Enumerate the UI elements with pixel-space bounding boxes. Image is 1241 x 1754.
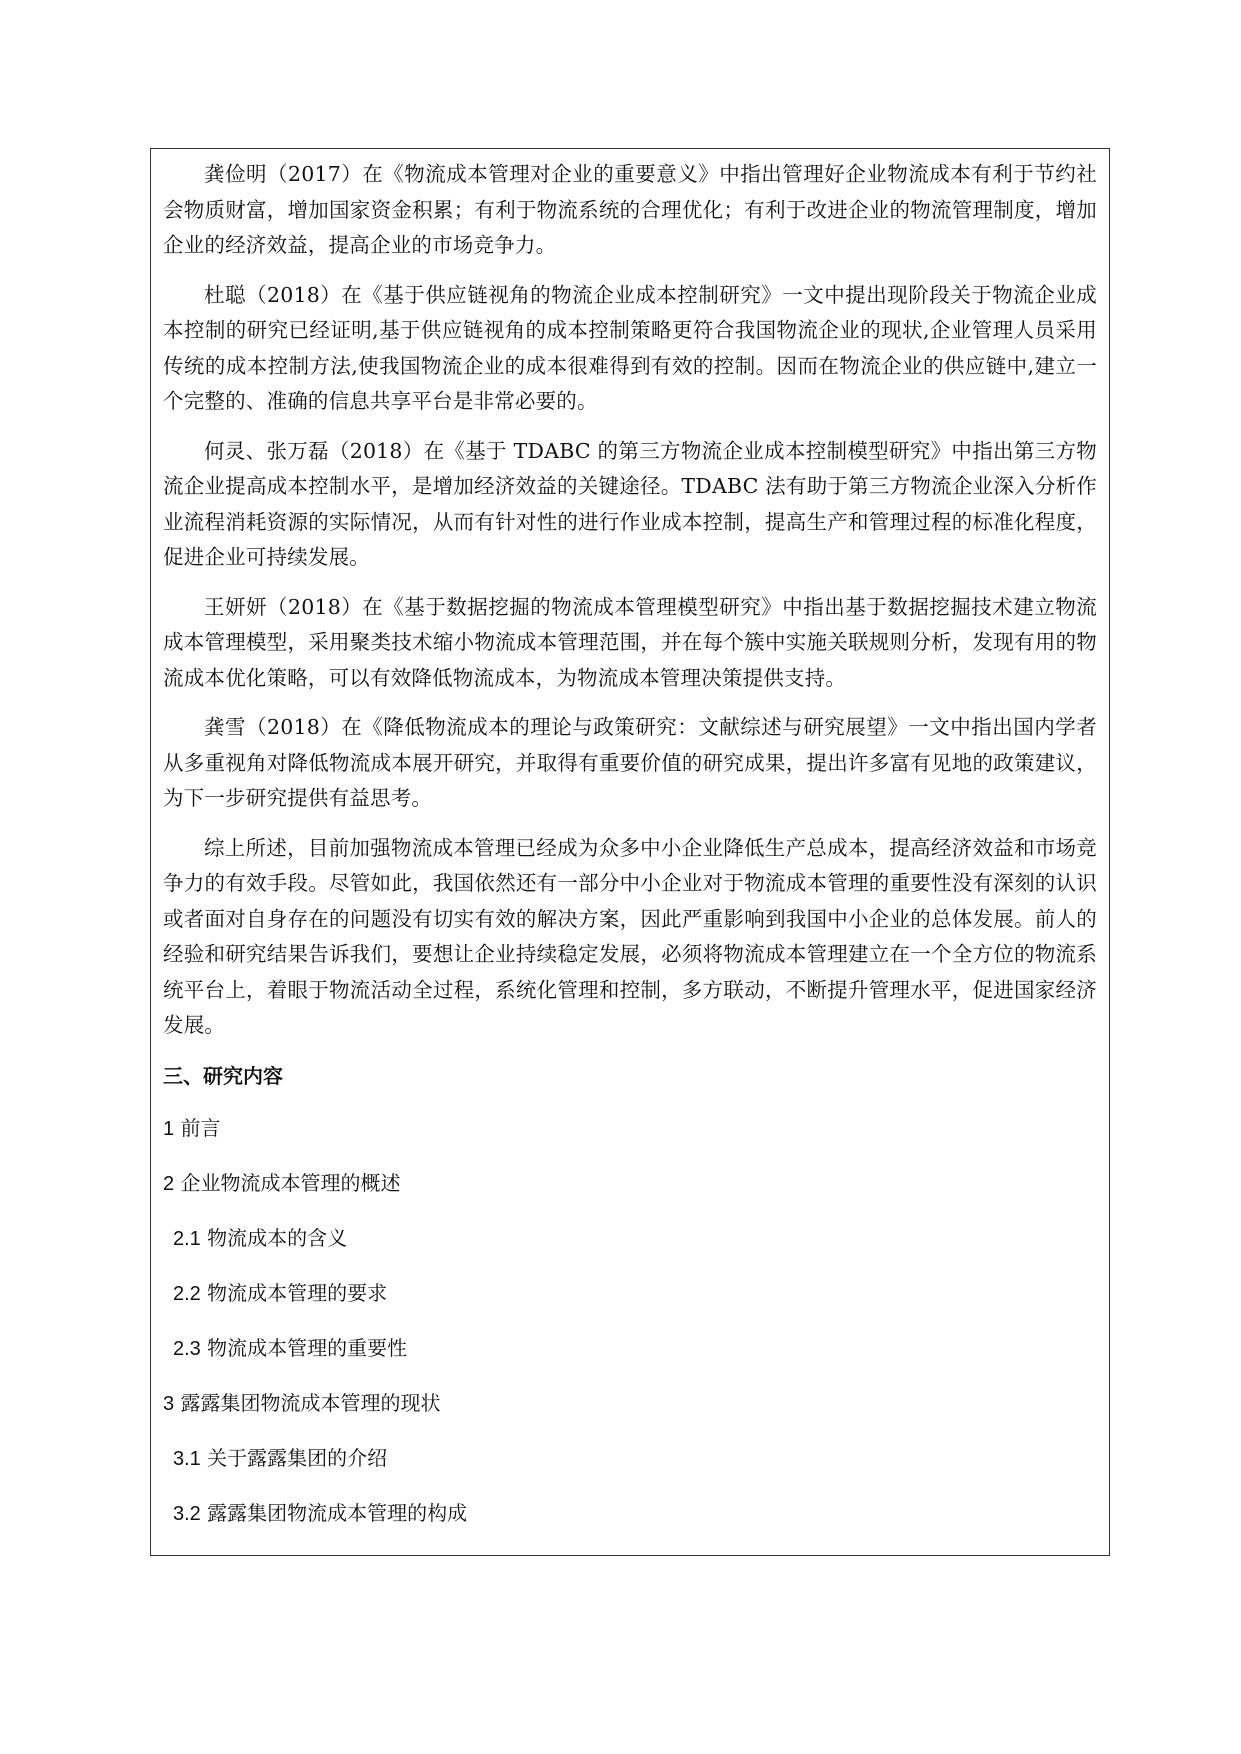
- toc-item: [163, 1440, 1097, 1477]
- paragraph-wang-yanyan: 王妍妍（2018）在《基于数据挖掘的物流成本管理模型研究》中指出基于数据挖掘技术建立物流成本管理模型，采用聚类技术缩小物流成本管理范围，并在每个簇中实施关联规则分析，发现有用的物流成本优化策略，可以有效降低物流成本，为物流成本管理决策提供支持。: [163, 594, 1097, 690]
- toc-title: 物流成本管理的重要性: [207, 1335, 408, 1360]
- toc-number: 2.1: [173, 1227, 201, 1250]
- paragraph-du-cong: 杜聪（2018）在《基于供应链视角的物流企业成本控制研究》一文中提出现阶段关于物流企业成本控制的研究已经证明,基于供应链视角的成本控制策略更符合我国物流企业的现状,企业管理人员采用传统的成本控制方法,使我国物流企业的成本很难得到有效的控制。因而在物流企业的供应链中,建立一个完整的、准确的信息共享平台是非常必要的。: [163, 282, 1097, 413]
- toc-title: 物流成本管理的要求: [207, 1280, 388, 1305]
- paragraph-summary: 综上所述，目前加强物流成本管理已经成为众多中小企业降低生产总成本，提高经济效益和市场竞争力的有效手段。尽管如此，我国依然还有一部分中小企业对于物流成本管理的重要性没有深刻的认识或者面对自身存在的问题没有切实有效的解决方案，因此严重影响到我国中小企业的总体发展。前人的经验和研究结果告诉我们，要想让企业持续稳定发展，必须将物流成本管理建立在一个全方位的物流系统平台上，着眼于物流活动全过程，系统化管理和控制，多方联动，不断提升管理水平，促进国家经济发展。: [163, 835, 1097, 1037]
- toc-item: [163, 1275, 1097, 1312]
- toc-number: 3.2: [173, 1502, 201, 1525]
- content-table-cell: [150, 148, 1110, 1556]
- toc-title: 关于露露集团的介绍: [207, 1445, 388, 1470]
- toc-number: 2: [163, 1172, 175, 1195]
- toc-item: [163, 1330, 1097, 1367]
- paragraph-he-ling: 何灵、张万磊（2018）在《基于 TDABC 的第三方物流企业成本控制模型研究》中指出第三方物流企业提高成本控制水平，是增加经济效益的关键途径。TDABC 法有助于第三方物流企业深入分析作业流程消耗资源的实际情况，从而有针对性的进行作业成本控制，提高生产和管理过程的标准化程度，促进企业可持续发展。: [163, 438, 1097, 569]
- paragraph-gong-xue: 龚雪（2018）在《降低物流成本的理论与政策研究：文献综述与研究展望》一文中指出国内学者从多重视角对降低物流成本展开研究，并取得有重要价值的研究成果，提出许多富有见地的政策建议，为下一步研究提供有益思考。: [163, 715, 1097, 810]
- toc-number: 1: [163, 1117, 175, 1140]
- toc-item: [163, 1385, 1097, 1422]
- toc-title: 露露集团物流成本管理的现状: [180, 1390, 441, 1415]
- toc-number: 3: [163, 1392, 175, 1415]
- toc-item: [163, 1220, 1097, 1257]
- toc-item: [163, 1495, 1097, 1532]
- toc-number: 3.1: [173, 1447, 201, 1470]
- toc-item: [163, 1110, 1097, 1147]
- toc-title: 物流成本的含义: [207, 1225, 348, 1250]
- paragraph-gong-jianming: 龚俭明（2017）在《物流成本管理对企业的重要意义》中指出管理好企业物流成本有利于节约社会物质财富，增加国家资金积累；有利于物流系统的合理优化；有利于改进企业的物流管理制度，增加企业的经济效益，提高企业的市场竞争力。: [163, 162, 1097, 257]
- toc-title: 前言: [180, 1115, 221, 1140]
- section-heading-research-content: 三、研究内容: [163, 1063, 283, 1088]
- toc-title: 露露集团物流成本管理的构成: [207, 1500, 468, 1525]
- toc-number: 2.3: [173, 1337, 201, 1360]
- toc-title: 企业物流成本管理的概述: [180, 1170, 401, 1195]
- toc-item: [163, 1165, 1097, 1202]
- toc-number: 2.2: [173, 1282, 201, 1305]
